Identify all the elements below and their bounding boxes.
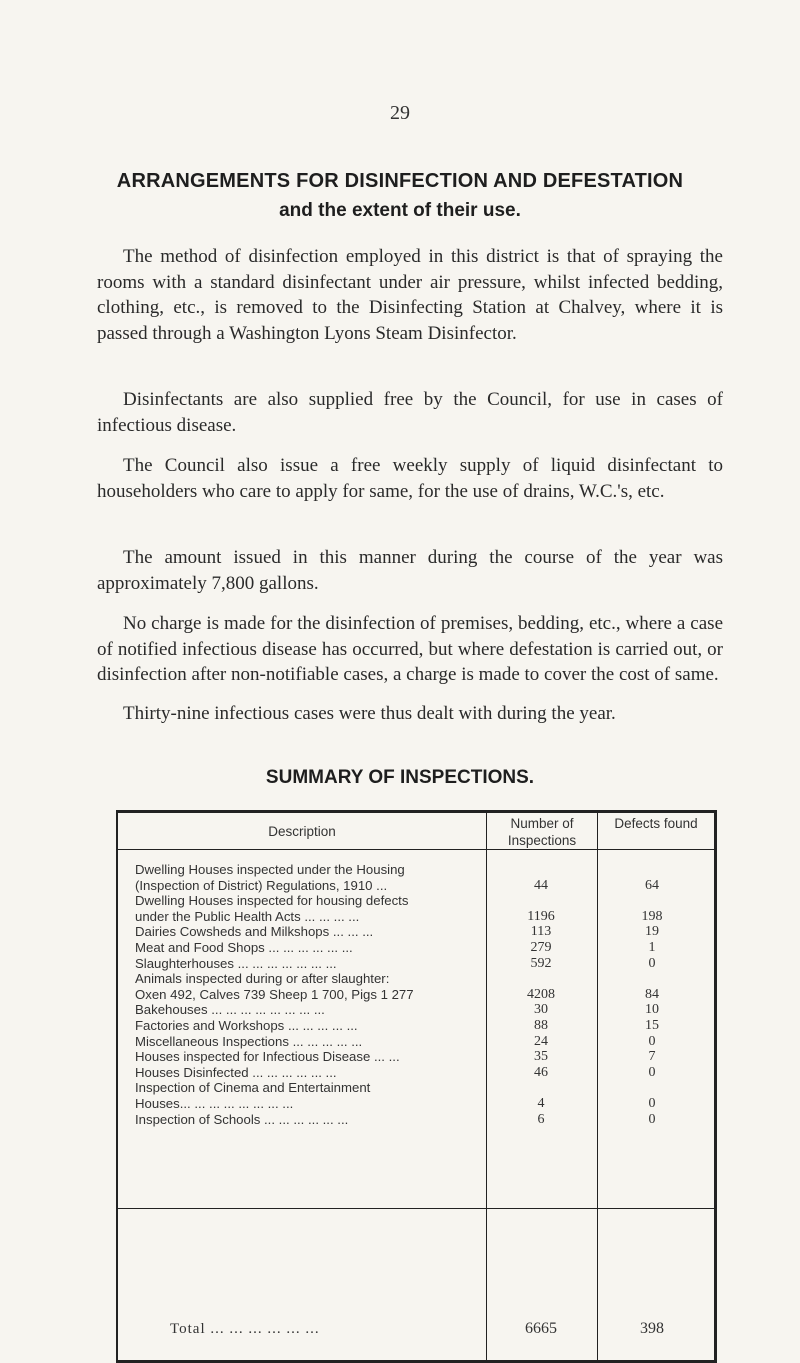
paragraph-text: The Council also issue a free weekly supply of liquid disinfectant to householders who care to apply for same, for the use of drains, W.C.'s, etc. [97, 455, 723, 502]
page-number: 29 [390, 102, 410, 124]
table-row-defects: 64 [645, 877, 659, 893]
paragraph-text: Thirty-nine infectious cases were thus dealt with during the year. [123, 703, 616, 724]
total-label: Total ... ... ... ... ... ... [170, 1321, 320, 1337]
table-row-defects: 0 [648, 1064, 656, 1080]
table-header-rule [116, 849, 716, 850]
summary-title: SUMMARY OF INSPECTIONS. [265, 767, 535, 788]
paragraph-free-supply [97, 387, 723, 438]
table-row-defects: 0 [648, 1111, 656, 1127]
table-row-description-cont: Oxen 492, Calves 739 Sheep 1 700, Pigs 1 277 [135, 986, 414, 1002]
table-row-defects: 84 [645, 986, 659, 1002]
total-defects: 398 [640, 1320, 664, 1337]
table-row-description: Meat and Food Shops ... ... ... ... ... ... [135, 940, 353, 955]
table-row-description: Houses inspected for Infectious Disease ... ... [135, 1049, 400, 1065]
header-inspections: Number of Inspections [507, 816, 577, 848]
table-row-defects: 1 [648, 940, 656, 955]
section-heading: ARRANGEMENTS FOR DISINFECTION AND DEFESTATION [116, 170, 684, 192]
paragraph-amount-issued [97, 545, 723, 596]
table-row-description-cont: (Inspection of District) Regulations, 1910 ... [135, 877, 388, 893]
table-row-defects: 7 [648, 1049, 656, 1065]
table-row-inspections: 35 [534, 1049, 548, 1065]
table-row-inspections: 4 [537, 1096, 545, 1111]
table-row-description: Animals inspected during or after slaughter: [135, 971, 390, 987]
table-row-description-cont: under the Public Health Acts ... ... ... ... [135, 908, 360, 924]
table-col-divider-2 [597, 810, 598, 1363]
total-inspections: 6665 [525, 1320, 557, 1337]
table-row-defects: 0 [648, 1096, 656, 1111]
table-row-defects: 0 [648, 955, 656, 971]
table-row-inspections: 24 [534, 1033, 548, 1049]
paragraph-text: Disinfectants are also supplied free by the Council, for use in cases of infectious disease. [97, 389, 723, 436]
table-row-inspections: 1196 [527, 908, 555, 924]
table-total-rule [116, 1208, 716, 1209]
table-col-divider-1 [486, 810, 487, 1363]
table-row-description: Dwelling Houses inspected under the Housing [135, 862, 405, 877]
table-row-description-cont: Houses... ... ... ... ... ... ... ... [135, 1096, 294, 1111]
paragraph-charges [97, 611, 723, 688]
paragraph-text: The method of disinfection employed in this district is that of spraying the rooms with a standard disinfectant under air pressure, whilst infected bedding, clothing, etc., is removed to the Disinfecting Station at Chalvey, where it is passed through a Washington Lyons Steam Disinfector. [97, 246, 723, 344]
table-row-inspections: 6 [537, 1111, 545, 1127]
paragraph-text: The amount issued in this manner during the course of the year was approximately 7,800 gallons. [97, 547, 723, 594]
table-row-defects: 19 [645, 924, 659, 940]
table-row-inspections: 279 [530, 940, 552, 955]
table-row-description: Factories and Workshops ... ... ... ... ... [135, 1018, 358, 1033]
table-row-description: Bakehouses ... ... ... ... ... ... ... ... [135, 1002, 325, 1018]
table-row-inspections: 592 [530, 955, 552, 971]
table-row-description: Miscellaneous Inspections ... ... ... ... ... [135, 1033, 363, 1049]
paragraph-cases-dealt [97, 701, 723, 727]
table-row-inspections: 4208 [527, 986, 555, 1002]
table-row-description: Inspection of Schools ... ... ... ... ... ... [135, 1111, 349, 1127]
table-row-description: Dwelling Houses inspected for housing defects [135, 893, 409, 909]
table-row-defects: 198 [641, 908, 663, 924]
table-row-inspections: 113 [530, 924, 552, 940]
header-description: Description [268, 824, 336, 839]
table-row-inspections: 88 [534, 1018, 548, 1033]
table-right-rule [714, 810, 717, 1363]
table-row-inspections: 46 [534, 1064, 548, 1080]
paragraph-text: No charge is made for the disinfection of premises, bedding, etc., where a case of notified infectious disease has occurred, but where defestation is carried out, or disinfection after non-notifiable cases, a charge is made to cover the cost of same. [97, 613, 723, 685]
table-row-description: Dairies Cowsheds and Milkshops ... ... ... [135, 924, 374, 940]
table-row-description: Inspection of Cinema and Entertainment [135, 1080, 371, 1096]
table-row-defects: 0 [648, 1033, 656, 1049]
section-subheading: and the extent of their use. [279, 200, 521, 221]
table-row-inspections: 44 [534, 877, 548, 893]
table-row-defects: 15 [645, 1018, 659, 1033]
table-row-description: Slaughterhouses ... ... ... ... ... ... ... [135, 955, 337, 971]
paragraph-weekly-supply [97, 453, 723, 504]
header-defects: Defects found [614, 816, 698, 831]
table-left-rule [116, 810, 118, 1363]
paragraph-disinfection-method [97, 244, 723, 346]
table-row-description: Houses Disinfected ... ... ... ... ... ... [135, 1064, 337, 1080]
table-top-rule [116, 810, 716, 813]
table-row-defects: 10 [645, 1002, 659, 1018]
table-row-inspections: 30 [534, 1002, 548, 1018]
